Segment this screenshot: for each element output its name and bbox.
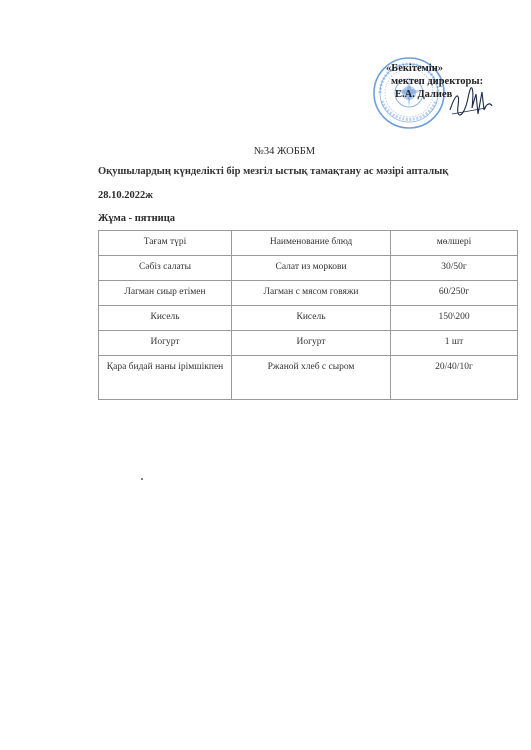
cell-dish-kz: Иогурт <box>99 331 232 356</box>
menu-title: Оқушылардың күнделікті бір мезгіл ыстық тамақтану ас мәзірі апталық <box>98 166 449 177</box>
cell-dish-ru: Иогурт <box>232 331 391 356</box>
cell-portion: 30/50г <box>391 256 518 281</box>
menu-day: Жұма - пятница <box>98 213 175 224</box>
signature-icon <box>446 84 496 124</box>
header-portion: мөлшері <box>391 231 518 256</box>
cell-dish-kz: Қара бидай наны ірімшікпен <box>99 356 232 400</box>
table-row <box>99 281 518 306</box>
cell-dish-ru: Кисель <box>232 306 391 331</box>
table-row <box>99 331 518 356</box>
cell-portion: 1 шт <box>391 331 518 356</box>
approval-line-name: Е.А. Далиев <box>395 89 453 100</box>
cell-dish-ru: Салат из моркови <box>232 256 391 281</box>
cell-dish-kz: Лагман сиыр етімен <box>99 281 232 306</box>
approval-line-position: мектеп директоры: <box>391 76 484 87</box>
menu-date: 28.10.2022ж <box>98 190 153 201</box>
cell-portion: 20/40/10г <box>391 356 518 400</box>
school-name: №34 ЖОББМ <box>253 146 316 157</box>
scan-speck <box>141 478 143 480</box>
table-row <box>99 256 518 281</box>
table-header-row <box>99 231 518 256</box>
approval-line-approve: «Бекітемін» <box>386 63 444 74</box>
cell-dish-ru: Ржаной хлеб с сыром <box>232 356 391 400</box>
cell-portion: 60/250г <box>391 281 518 306</box>
cell-portion: 150\200 <box>391 306 518 331</box>
header-dish-type-kz: Тағам түрі <box>99 231 232 256</box>
cell-dish-kz: Кисель <box>99 306 232 331</box>
menu-table <box>98 230 518 400</box>
header-dish-name-ru: Наименование блюд <box>232 231 391 256</box>
table-row <box>99 306 518 331</box>
table-row <box>99 356 518 400</box>
cell-dish-ru: Лагман с мясом говяжи <box>232 281 391 306</box>
cell-dish-kz: Сәбіз салаты <box>99 256 232 281</box>
